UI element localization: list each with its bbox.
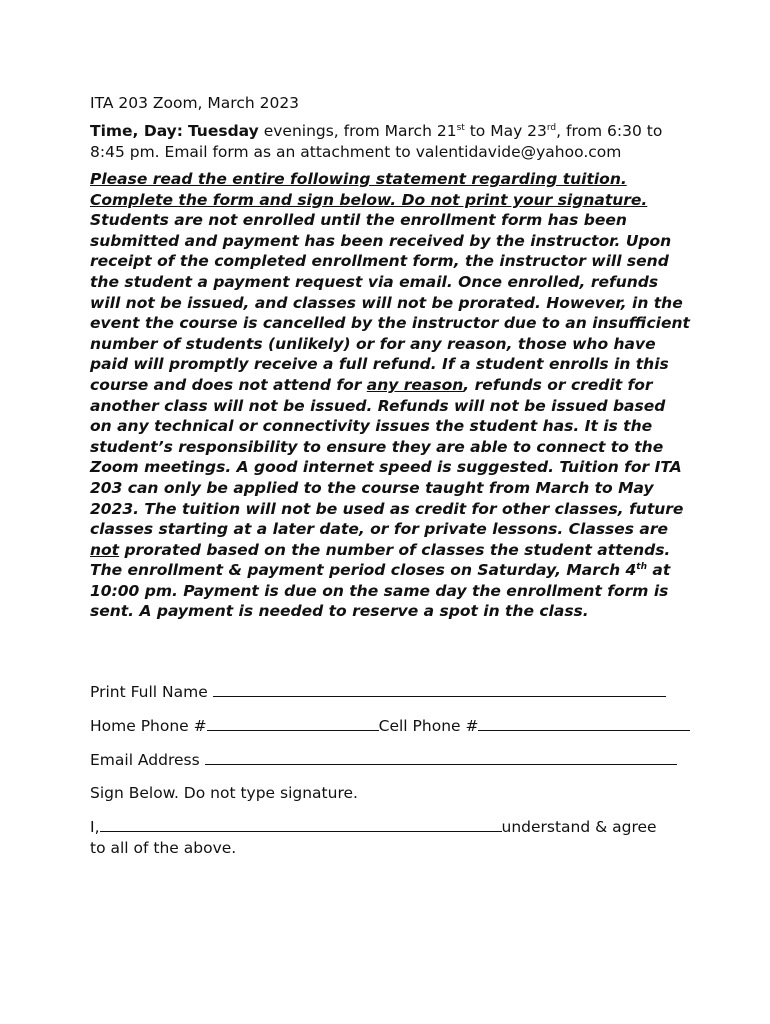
document-body [90,92,690,622]
agree-prefix: I, [90,818,100,836]
phone-row [90,716,690,735]
statement-body-2: , refunds or credit for another class will not be issued. Refunds will not be issued based on any technical or connectivity issues the student has. It is the student’s responsibility to ensure they are able to connect to the Zoom meetings. A good internet speed is suggested. Tuition for ITA 203 can only be applied to the course taught from March to May 2023. The tuition will not be used as credit for other classes, future classes starting at a later date, or for private lessons. Classes are [90,375,684,539]
statement-intro-line-2: Complete the form and sign below. Do not print your signature. [90,190,648,209]
statement-emphasis-not: not [90,540,120,559]
statement-body-1: Students are not enrolled until the enrollment form has been submitted and payment has been received by the instructor. Upon receipt of the completed enrollment form, the instructor will send the student a payment request via email. Once enrolled, refunds will not be issued, and classes will not be prorated. However, in the event the course is cancelled by the instructor due to an insufficient number of students (unlikely) or for any reason, those who have paid will promptly receive a full refund. If a student enrolls in this course and does not attend for [90,211,690,394]
email-label: Email Address [90,751,205,769]
email-field[interactable] [205,750,677,765]
cell-phone-field[interactable] [478,716,690,731]
schedule-sup-1: st [456,123,465,133]
schedule-text-2: to May 23 [464,122,547,140]
schedule-text-4: 8:45 pm. Email form as an attachment to valentidavide@yahoo.com [90,143,622,161]
schedule-day: Tuesday [187,122,259,140]
sign-instruction: Sign Below. Do not type signature. [90,784,358,802]
schedule-text-3: , from 6:30 to [556,122,663,140]
signature-field[interactable] [100,817,502,832]
home-phone-field[interactable] [207,716,379,731]
full-name-field[interactable] [213,682,666,697]
full-name-row [90,682,666,701]
statement-sup: th [636,562,648,573]
email-row [90,750,677,769]
full-name-label: Print Full Name [90,683,213,701]
document-title: ITA 203 Zoom, March 2023 [90,94,300,112]
statement-body-4: at 10:00 pm. Payment is due on the same day the enrollment form is sent. A payment is needed to reserve a spot in the class. [90,561,671,621]
agree-suffix: understand & agree [501,818,657,836]
cell-phone-label: Cell Phone # [378,717,479,735]
agreement-row [90,817,690,859]
statement-body-3: prorated based on the number of classes the student attends. The enrollment & payment period closes on Saturday, March 4 [90,540,671,580]
statement-emphasis-any-reason: any reason [366,375,464,394]
home-phone-label: Home Phone # [90,717,207,735]
statement-intro-line-1: Please read the entire following statement regarding tuition. [90,170,627,188]
tuition-statement [90,169,690,622]
schedule-text-1: evenings, from March 21 [258,122,457,140]
schedule-info [90,121,690,163]
schedule-label: Time, Day: [90,122,183,140]
agree-line-2: to all of the above. [90,839,237,857]
schedule-sup-2: rd [546,123,557,133]
